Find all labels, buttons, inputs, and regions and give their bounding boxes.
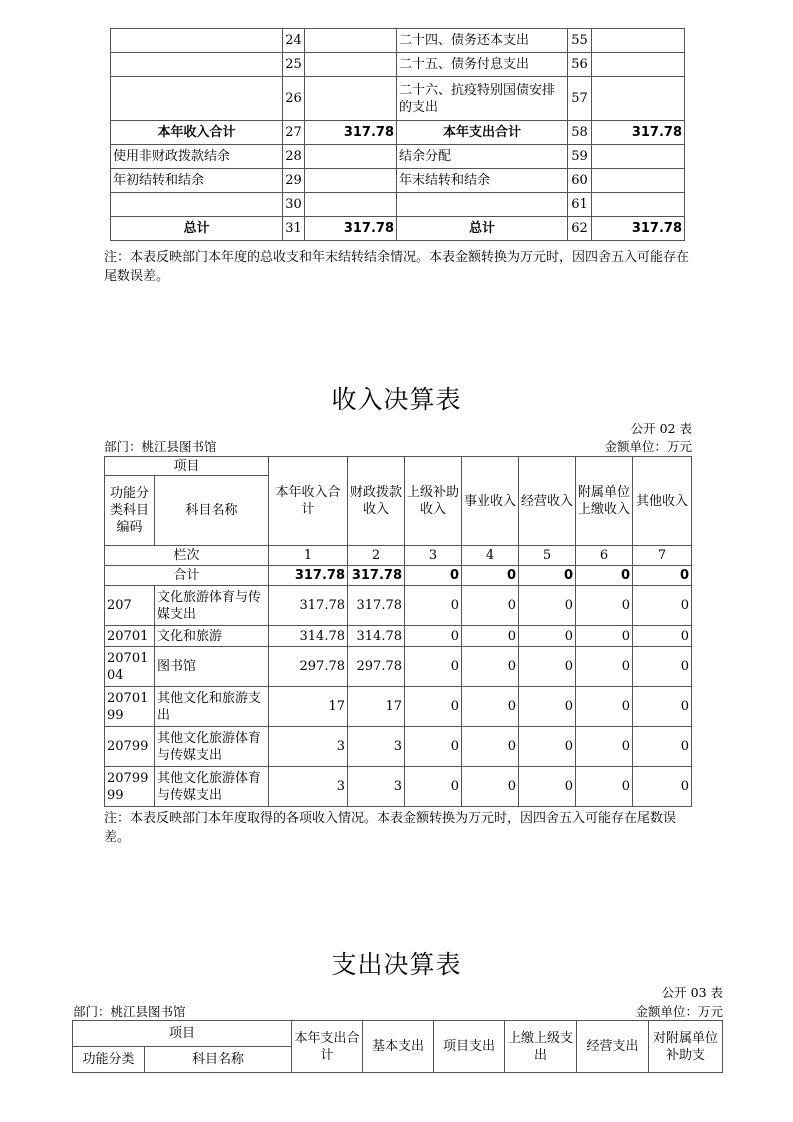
summary-income-amount xyxy=(305,77,397,121)
expense-title: 支出决算表 xyxy=(331,950,462,979)
income-value: 0 xyxy=(519,767,576,807)
income-value: 297.78 xyxy=(269,647,348,687)
income-func-code: 20799 xyxy=(105,727,155,767)
income-total-label: 合计 xyxy=(105,566,269,586)
summary-row xyxy=(111,193,685,217)
table-row xyxy=(105,727,692,767)
summary-income-line: 25 xyxy=(283,53,305,77)
income-total-value: 317.78 xyxy=(269,566,348,586)
income-col-number: 1 xyxy=(269,546,348,566)
income-col-number: 7 xyxy=(633,546,692,566)
summary-income-item xyxy=(111,29,283,53)
summary-income-item: 使用非财政拨款结余 xyxy=(111,145,283,169)
table-row xyxy=(105,687,692,727)
income-subject-name: 文化旅游体育与传媒支出 xyxy=(155,586,269,626)
income-col-head: 经营收入 xyxy=(519,457,576,546)
income-value: 317.78 xyxy=(348,586,405,626)
income-func-code: 2070104 xyxy=(105,647,155,687)
income-value: 0 xyxy=(576,687,633,727)
income-total-value: 0 xyxy=(405,566,462,586)
income-value: 0 xyxy=(462,687,519,727)
income-value: 0 xyxy=(576,586,633,626)
income-value: 0 xyxy=(519,727,576,767)
income-col-head: 附属单位上缴收入 xyxy=(576,457,633,546)
summary-expense-amount xyxy=(592,193,685,217)
income-header-subject: 科目名称 xyxy=(155,476,269,546)
expense-header-item: 项目 xyxy=(73,1021,292,1047)
income-value: 0 xyxy=(462,626,519,647)
income-value: 3 xyxy=(348,767,405,807)
income-value: 17 xyxy=(348,687,405,727)
income-value: 3 xyxy=(348,727,405,767)
summary-expense-amount: 317.78 xyxy=(592,217,685,241)
income-total-value: 317.78 xyxy=(348,566,405,586)
summary-expense-item xyxy=(397,193,568,217)
income-value: 0 xyxy=(405,687,462,727)
income-col-head: 本年收入合计 xyxy=(269,457,348,546)
income-value: 0 xyxy=(462,767,519,807)
summary-row xyxy=(111,77,685,121)
summary-expense-amount xyxy=(592,169,685,193)
expense-form-no: 公开 03 表 xyxy=(661,985,723,1000)
summary-table xyxy=(110,28,685,241)
summary-income-amount: 317.78 xyxy=(305,217,397,241)
income-value: 0 xyxy=(576,767,633,807)
summary-expense-amount xyxy=(592,77,685,121)
income-value: 0 xyxy=(405,727,462,767)
income-value: 314.78 xyxy=(269,626,348,647)
income-col-number: 4 xyxy=(462,546,519,566)
income-value: 0 xyxy=(576,727,633,767)
summary-expense-line: 61 xyxy=(568,193,592,217)
summary-income-item: 总计 xyxy=(111,217,283,241)
income-subject-name: 其他文化旅游体育与传媒支出 xyxy=(155,767,269,807)
income-subject-name: 其他文化和旅游支出 xyxy=(155,687,269,727)
expense-header-subject: 科目名称 xyxy=(145,1047,292,1073)
expense-col-head: 基本支出 xyxy=(363,1021,434,1073)
income-subject-name: 其他文化旅游体育与传媒支出 xyxy=(155,727,269,767)
summary-income-line: 26 xyxy=(283,77,305,121)
income-dept: 部门：桃江县图书馆 xyxy=(104,439,217,454)
summary-expense-item: 年末结转和结余 xyxy=(397,169,568,193)
income-value: 0 xyxy=(633,767,692,807)
summary-income-amount xyxy=(305,193,397,217)
summary-expense-amount: 317.78 xyxy=(592,121,685,145)
expense-col-head: 本年支出合计 xyxy=(292,1021,363,1073)
income-value: 17 xyxy=(269,687,348,727)
expense-col-head: 项目支出 xyxy=(434,1021,505,1073)
summary-expense-item: 总计 xyxy=(397,217,568,241)
expense-col-head: 经营支出 xyxy=(577,1021,649,1073)
income-col-head: 事业收入 xyxy=(462,457,519,546)
summary-row xyxy=(111,53,685,77)
table-row xyxy=(105,626,692,647)
income-func-code: 2079999 xyxy=(105,767,155,807)
summary-income-amount xyxy=(305,29,397,53)
income-value: 0 xyxy=(576,626,633,647)
income-title: 收入决算表 xyxy=(331,385,462,414)
income-value: 0 xyxy=(633,586,692,626)
summary-expense-item: 二十四、债务还本支出 xyxy=(397,29,568,53)
income-header-func-code: 功能分类科目编码 xyxy=(105,476,155,546)
income-unit: 金额单位：万元 xyxy=(604,439,692,454)
summary-income-item: 本年收入合计 xyxy=(111,121,283,145)
income-value: 0 xyxy=(519,586,576,626)
income-value: 0 xyxy=(462,586,519,626)
summary-expense-item: 结余分配 xyxy=(397,145,568,169)
income-value: 0 xyxy=(405,626,462,647)
expense-dept: 部门：桃江县图书馆 xyxy=(73,1004,186,1019)
income-value: 0 xyxy=(462,727,519,767)
income-total-value: 0 xyxy=(576,566,633,586)
income-header-item: 项目 xyxy=(105,457,269,476)
summary-expense-line: 56 xyxy=(568,53,592,77)
summary-income-line: 29 xyxy=(283,169,305,193)
income-value: 0 xyxy=(576,647,633,687)
summary-expense-amount xyxy=(592,145,685,169)
summary-income-line: 31 xyxy=(283,217,305,241)
summary-income-line: 28 xyxy=(283,145,305,169)
summary-row xyxy=(111,217,685,241)
summary-income-item: 年初结转和结余 xyxy=(111,169,283,193)
income-value: 0 xyxy=(405,586,462,626)
expense-header-func: 功能分类 xyxy=(73,1047,145,1073)
table-row xyxy=(105,767,692,807)
income-value: 0 xyxy=(633,647,692,687)
summary-row xyxy=(111,29,685,53)
income-value: 0 xyxy=(405,647,462,687)
summary-row xyxy=(111,121,685,145)
summary-income-item xyxy=(111,193,283,217)
income-col-head: 上级补助收入 xyxy=(405,457,462,546)
income-col-number: 3 xyxy=(405,546,462,566)
income-value: 0 xyxy=(519,687,576,727)
income-table xyxy=(104,456,692,807)
income-header-lanci: 栏次 xyxy=(105,546,269,566)
summary-expense-line: 60 xyxy=(568,169,592,193)
table-row xyxy=(105,586,692,626)
income-value: 0 xyxy=(462,647,519,687)
summary-expense-amount xyxy=(592,53,685,77)
summary-note: 注：本表反映部门本年度的总收支和年末结转结余情况。本表金额转换为万元时，因四舍五入可能存在尾数误差。 xyxy=(104,250,690,284)
income-col-number: 2 xyxy=(348,546,405,566)
expense-unit: 金额单位：万元 xyxy=(635,1004,723,1019)
income-subject-name: 图书馆 xyxy=(155,647,269,687)
income-value: 0 xyxy=(519,647,576,687)
summary-income-item xyxy=(111,53,283,77)
summary-row xyxy=(111,169,685,193)
income-value: 0 xyxy=(633,626,692,647)
summary-income-line: 30 xyxy=(283,193,305,217)
expense-col-head: 对附属单位补助支 xyxy=(649,1021,723,1073)
summary-expense-item: 本年支出合计 xyxy=(397,121,568,145)
summary-expense-item: 二十六、抗疫特别国债安排的支出 xyxy=(397,77,568,121)
summary-row xyxy=(111,145,685,169)
summary-income-amount: 317.78 xyxy=(305,121,397,145)
summary-income-amount xyxy=(305,53,397,77)
summary-expense-amount xyxy=(592,29,685,53)
income-col-head: 其他收入 xyxy=(633,457,692,546)
income-value: 314.78 xyxy=(348,626,405,647)
income-total-value: 0 xyxy=(462,566,519,586)
income-col-head: 财政拨款收入 xyxy=(348,457,405,546)
summary-expense-line: 58 xyxy=(568,121,592,145)
income-subject-name: 文化和旅游 xyxy=(155,626,269,647)
income-value: 0 xyxy=(519,626,576,647)
summary-income-item xyxy=(111,77,283,121)
income-col-number: 6 xyxy=(576,546,633,566)
income-value: 0 xyxy=(633,687,692,727)
income-func-code: 207 xyxy=(105,586,155,626)
income-value: 0 xyxy=(405,767,462,807)
summary-income-amount xyxy=(305,169,397,193)
summary-expense-line: 62 xyxy=(568,217,592,241)
income-total-value: 0 xyxy=(519,566,576,586)
income-func-code: 2070199 xyxy=(105,687,155,727)
income-value: 3 xyxy=(269,727,348,767)
summary-expense-item: 二十五、债务付息支出 xyxy=(397,53,568,77)
income-total-value: 0 xyxy=(633,566,692,586)
expense-table xyxy=(72,1020,723,1073)
summary-income-amount xyxy=(305,145,397,169)
summary-expense-line: 59 xyxy=(568,145,592,169)
table-row xyxy=(105,647,692,687)
income-col-number: 5 xyxy=(519,546,576,566)
expense-col-head: 上缴上级支出 xyxy=(505,1021,577,1073)
summary-income-line: 27 xyxy=(283,121,305,145)
summary-expense-line: 57 xyxy=(568,77,592,121)
income-value: 0 xyxy=(633,727,692,767)
summary-expense-line: 55 xyxy=(568,29,592,53)
income-value: 297.78 xyxy=(348,647,405,687)
income-form-no: 公开 02 表 xyxy=(630,421,692,436)
summary-income-line: 24 xyxy=(283,29,305,53)
income-value: 317.78 xyxy=(269,586,348,626)
income-value: 3 xyxy=(269,767,348,807)
income-func-code: 20701 xyxy=(105,626,155,647)
income-note: 注：本表反映部门本年度取得的各项收入情况。本表金额转换为万元时，因四舍五入可能存在尾数误差。 xyxy=(104,811,677,845)
